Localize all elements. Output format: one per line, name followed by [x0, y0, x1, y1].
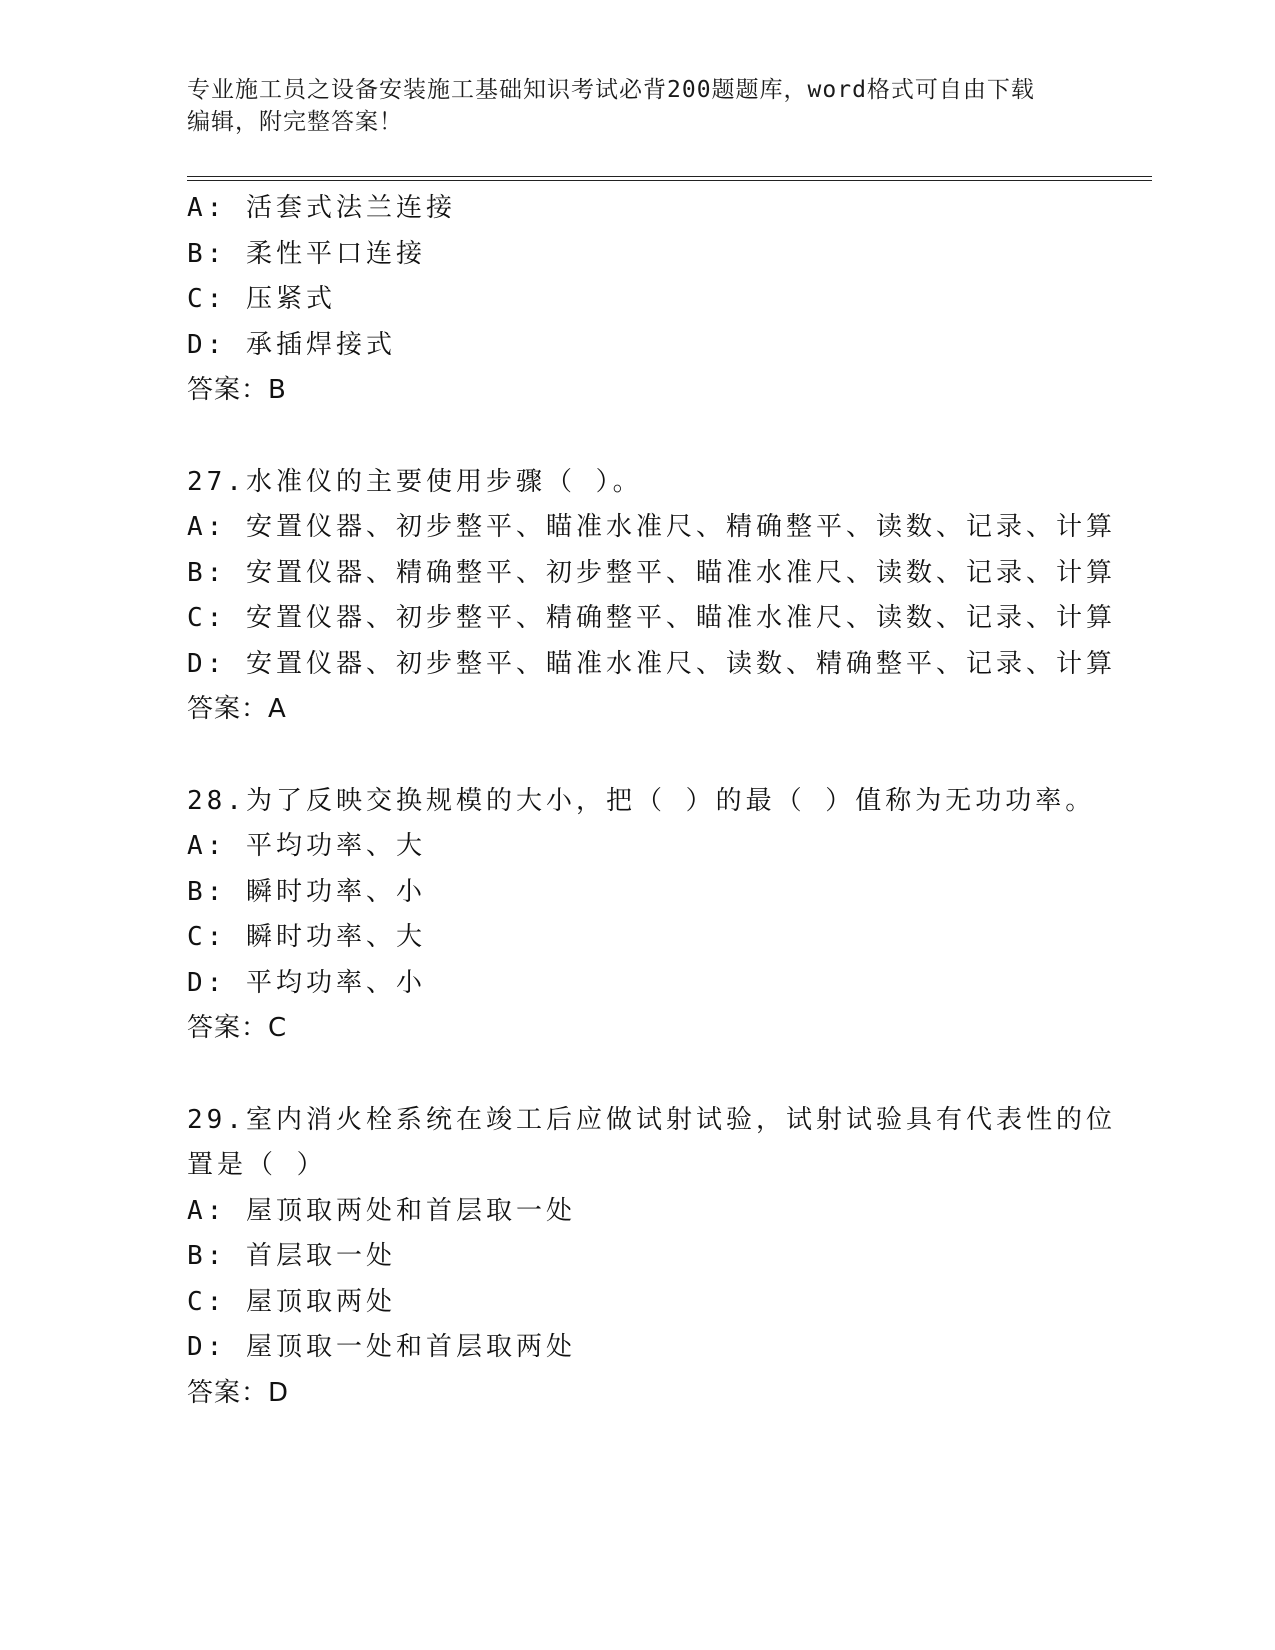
option-c: C: 瞬时功率、大: [187, 922, 426, 952]
option-a: A: 屋顶取两处和首层取一处: [187, 1195, 576, 1226]
option-b: B: 瞬时功率、小: [187, 876, 426, 907]
option-a: A: 安置仪器、初步整平、瞄准水准尺、精确整平、读数、记录、计算: [187, 512, 1116, 542]
option-c: C: 安置仪器、初步整平、精确整平、瞄准水准尺、读数、记录、计算: [187, 603, 1116, 633]
question-29: [187, 1098, 1116, 1417]
question-text: 27.水准仪的主要使用步骤（ ）。: [187, 466, 643, 497]
question-27: [187, 460, 1116, 733]
header-divider: [187, 176, 1152, 181]
question-text-line-2: 置是（ ）: [187, 1150, 327, 1180]
document-header: [187, 74, 1067, 138]
option-b: B: 柔性平口连接: [187, 238, 426, 269]
option-b: B: 首层取一处: [187, 1241, 396, 1271]
answer: 答案：B: [187, 375, 287, 405]
answer: 答案：D: [187, 1377, 290, 1408]
option-d: D: 安置仪器、初步整平、瞄准水准尺、读数、精确整平、记录、计算: [187, 648, 1116, 679]
question-28: [187, 779, 1096, 1052]
option-c: C: 屋顶取两处: [187, 1286, 396, 1317]
option-d: D: 屋顶取一处和首层取两处: [187, 1332, 576, 1362]
answer: 答案：C: [187, 1013, 288, 1043]
option-a: A: 平均功率、大: [187, 831, 426, 861]
question-text: 28.为了反映交换规模的大小，把（ ）的最（ ）值称为无功功率。: [187, 785, 1096, 816]
option-a: A: 活套式法兰连接: [187, 193, 456, 223]
question-text-line-1: 29.室内消火栓系统在竣工后应做试射试验，试射试验具有代表性的位: [187, 1104, 1116, 1135]
header-line-2: 编辑，附完整答案！: [187, 109, 403, 135]
question-26: [187, 186, 1087, 414]
question-content: [187, 186, 1116, 1416]
option-c: C: 压紧式: [187, 284, 336, 314]
answer: 答案：A: [187, 694, 287, 724]
header-line-1: 专业施工员之设备安装施工基础知识考试必背200题题库，word格式可自由下载: [187, 77, 1035, 103]
option-d: D: 平均功率、小: [187, 967, 426, 998]
option-b: B: 安置仪器、精确整平、初步整平、瞄准水准尺、读数、记录、计算: [187, 557, 1116, 588]
option-d: D: 承插焊接式: [187, 329, 396, 360]
